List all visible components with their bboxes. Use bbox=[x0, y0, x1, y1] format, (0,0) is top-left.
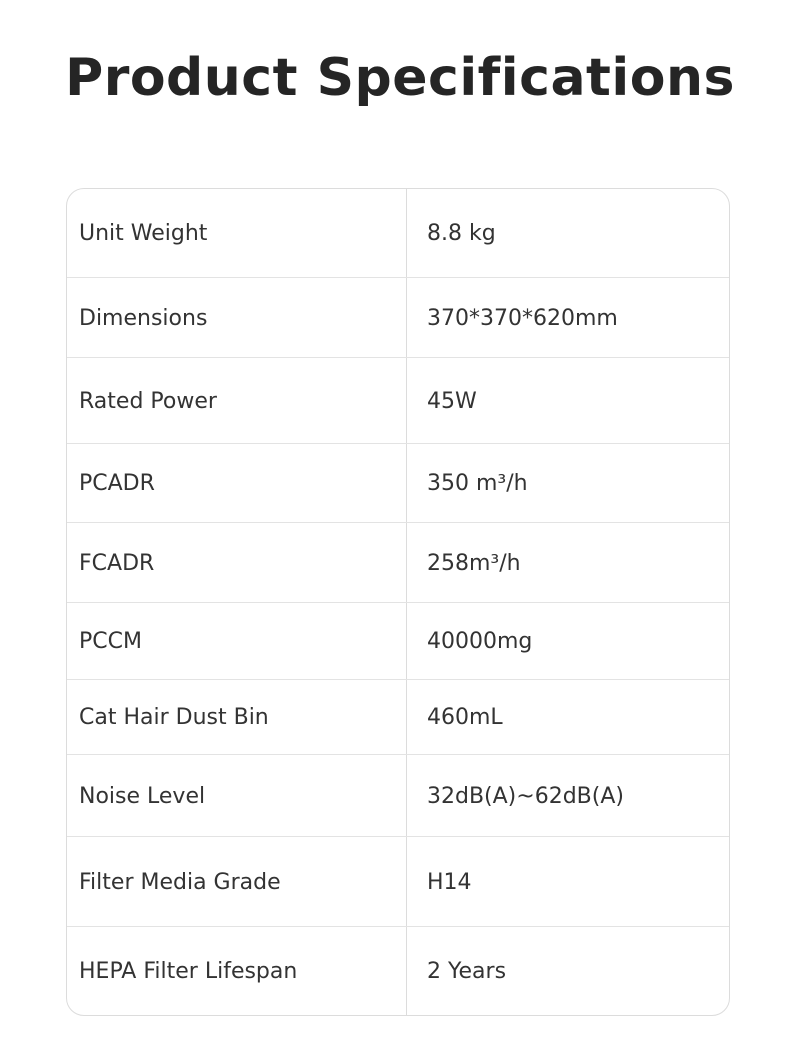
spec-label: PCCM bbox=[79, 629, 142, 654]
spec-value: 370*370*620mm bbox=[427, 305, 618, 331]
page-title: Product Specifications bbox=[65, 48, 735, 108]
spec-value: 45W bbox=[427, 388, 477, 414]
spec-row-rated-power bbox=[67, 358, 729, 444]
spec-row-cat-hair-dust-bin bbox=[67, 680, 729, 755]
spec-row-pcadr bbox=[67, 444, 729, 523]
spec-label: FCADR bbox=[79, 550, 155, 576]
spec-value: 258m³/h bbox=[427, 550, 521, 576]
spec-label: Filter Media Grade bbox=[79, 869, 281, 895]
spec-row-hepa-filter-lifespan bbox=[67, 927, 729, 1015]
spec-value: H14 bbox=[427, 869, 472, 895]
spec-value: 32dB(A)~62dB(A) bbox=[427, 783, 624, 809]
spec-value: 2 Years bbox=[427, 958, 507, 984]
spec-table bbox=[66, 188, 730, 1016]
spec-value: 460mL bbox=[427, 705, 503, 730]
spec-label: Unit Weight bbox=[79, 221, 208, 246]
spec-row-filter-media-grade bbox=[67, 837, 729, 927]
spec-row-unit-weight bbox=[67, 189, 729, 278]
spec-label: Rated Power bbox=[79, 388, 217, 414]
spec-row-dimensions bbox=[67, 278, 729, 358]
spec-value: 350 m³/h bbox=[427, 471, 528, 496]
spec-label: Dimensions bbox=[79, 305, 208, 331]
spec-label: PCADR bbox=[79, 471, 155, 496]
spec-row-fcadr bbox=[67, 523, 729, 603]
spec-row-pccm bbox=[67, 603, 729, 680]
spec-value: 8.8 kg bbox=[427, 221, 496, 246]
spec-value: 40000mg bbox=[427, 629, 533, 654]
spec-row-noise-level bbox=[67, 755, 729, 837]
spec-label: Cat Hair Dust Bin bbox=[79, 705, 269, 730]
spec-label: HEPA Filter Lifespan bbox=[79, 958, 298, 984]
spec-label: Noise Level bbox=[79, 783, 206, 809]
